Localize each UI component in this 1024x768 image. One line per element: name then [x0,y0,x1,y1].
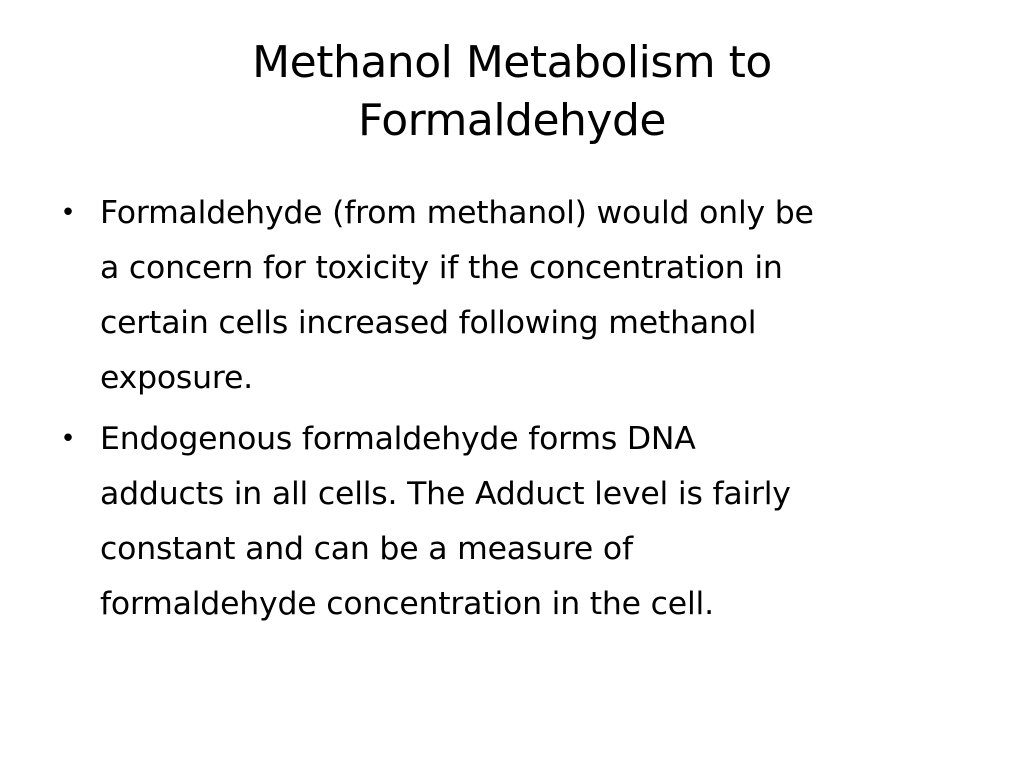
bullet-list [58,186,978,638]
bullet-2-line-1: Endogenous formaldehyde forms DNA [100,421,696,457]
bullet-dot-icon: • [60,198,76,228]
bullet-2-line-2: adducts in all cells. The Adduct level is fairly [100,476,791,512]
bullet-item-2 [58,412,978,632]
title-line-2: Formaldehyde [358,95,666,146]
bullet-dot-icon: • [60,424,76,454]
bullet-2-line-4: formaldehyde concentration in the cell. [100,586,714,622]
bullet-1-line-2: a concern for toxicity if the concentration in [100,250,783,286]
bullet-1-line-4: exposure. [100,360,253,396]
bullet-1-line-1: Formaldehyde (from methanol) would only be [100,195,814,231]
bullet-1-line-3: certain cells increased following methanol [100,305,757,341]
slide-title [60,34,964,150]
bullet-2-line-3: constant and can be a measure of [100,531,633,567]
bullet-item-1 [58,186,978,406]
title-line-1: Methanol Metabolism to [252,37,772,88]
